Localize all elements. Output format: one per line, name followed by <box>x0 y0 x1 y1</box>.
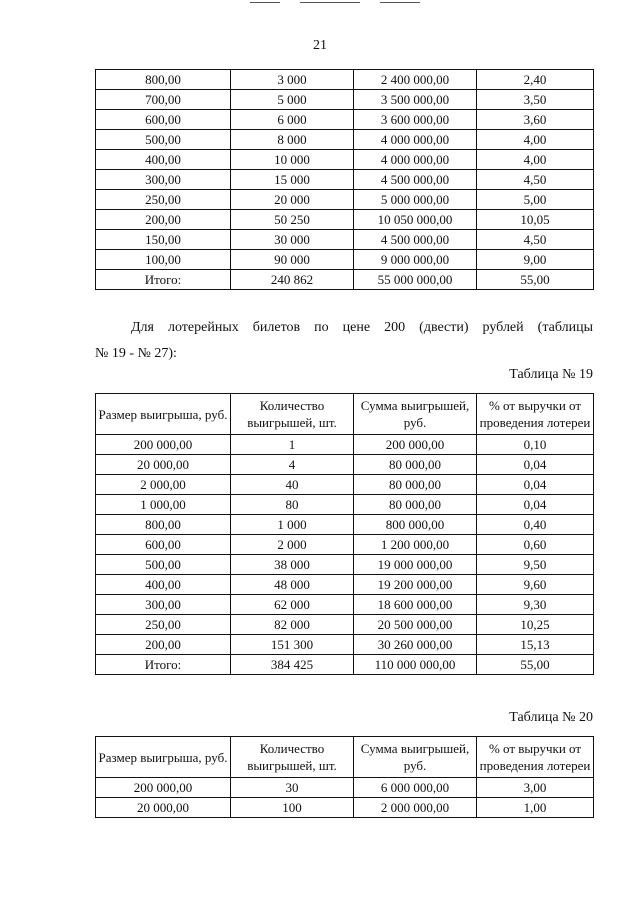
scan-edge-mark <box>0 0 640 6</box>
cell-prize-size: 200,00 <box>96 210 231 230</box>
table-19-caption: Таблица № 19 <box>509 367 593 382</box>
cell-prize-size: 500,00 <box>96 130 231 150</box>
table-row <box>96 655 594 675</box>
cell-revenue-percent: 0,04 <box>477 455 594 475</box>
cell-prize-count: 15 000 <box>231 170 354 190</box>
table-20-caption: Таблица № 20 <box>509 710 593 725</box>
table-row <box>96 70 594 90</box>
cell-prize-count: 30 000 <box>231 230 354 250</box>
cell-prize-count: 8 000 <box>231 130 354 150</box>
cell-revenue-percent: 5,00 <box>477 190 594 210</box>
cell-prize-sum: 19 000 000,00 <box>354 555 477 575</box>
cell-revenue-percent: 55,00 <box>477 270 594 290</box>
table-header-row <box>96 394 594 435</box>
cell-revenue-percent: 0,04 <box>477 495 594 515</box>
table-row <box>96 90 594 110</box>
cell-revenue-percent: 15,13 <box>477 635 594 655</box>
table-row <box>96 495 594 515</box>
page-number: 21 <box>313 38 327 53</box>
cell-prize-size: 500,00 <box>96 555 231 575</box>
cell-prize-sum: 3 600 000,00 <box>354 110 477 130</box>
cell-prize-sum: 800 000,00 <box>354 515 477 535</box>
cell-revenue-percent: 9,00 <box>477 250 594 270</box>
cell-prize-count: 1 000 <box>231 515 354 535</box>
table-row <box>96 110 594 130</box>
table-row <box>96 615 594 635</box>
cell-prize-size: 1 000,00 <box>96 495 231 515</box>
table-row <box>96 778 594 798</box>
cell-prize-count: 40 <box>231 475 354 495</box>
table-row <box>96 435 594 455</box>
table-row <box>96 455 594 475</box>
cell-prize-count: 3 000 <box>231 70 354 90</box>
table-header-row <box>96 737 594 778</box>
cell-prize-size: 200 000,00 <box>96 435 231 455</box>
cell-prize-sum: 80 000,00 <box>354 455 477 475</box>
cell-prize-count: 10 000 <box>231 150 354 170</box>
cell-revenue-percent: 0,40 <box>477 515 594 535</box>
cell-prize-count: 90 000 <box>231 250 354 270</box>
intro-paragraph <box>95 315 593 367</box>
cell-prize-size: 300,00 <box>96 595 231 615</box>
cell-prize-size: 250,00 <box>96 615 231 635</box>
cell-prize-sum: 3 500 000,00 <box>354 90 477 110</box>
cell-prize-sum: 10 050 000,00 <box>354 210 477 230</box>
cell-prize-count: 80 <box>231 495 354 515</box>
cell-revenue-percent: 4,00 <box>477 150 594 170</box>
cell-revenue-percent: 4,50 <box>477 230 594 250</box>
cell-prize-size: 300,00 <box>96 170 231 190</box>
table-row <box>96 170 594 190</box>
cell-prize-count: 5 000 <box>231 90 354 110</box>
cell-prize-size: 600,00 <box>96 110 231 130</box>
cell-revenue-percent: 3,50 <box>477 90 594 110</box>
cell-prize-sum: 6 000 000,00 <box>354 778 477 798</box>
cell-prize-sum: 110 000 000,00 <box>354 655 477 675</box>
cell-prize-count: 384 425 <box>231 655 354 675</box>
cell-prize-sum: 5 000 000,00 <box>354 190 477 210</box>
cell-prize-sum: 4 000 000,00 <box>354 130 477 150</box>
header-prize-size: Размер выигрыша, руб. <box>96 394 231 435</box>
cell-prize-size: 2 000,00 <box>96 475 231 495</box>
header-prize-count: Количество выигрышей, шт. <box>231 737 354 778</box>
cell-revenue-percent: 9,30 <box>477 595 594 615</box>
cell-prize-size: 200,00 <box>96 635 231 655</box>
cell-prize-count: 30 <box>231 778 354 798</box>
header-revenue-percent: % от выручки от проведения лотереи <box>477 394 594 435</box>
prize-table-continued <box>95 69 594 290</box>
cell-prize-sum: 30 260 000,00 <box>354 635 477 655</box>
cell-revenue-percent: 0,10 <box>477 435 594 455</box>
table-row <box>96 150 594 170</box>
cell-prize-sum: 80 000,00 <box>354 475 477 495</box>
paragraph-line-1: Для лотерейных билетов по цене 200 (двести) рублей (таблицы <box>131 320 593 335</box>
header-revenue-percent: % от выручки от проведения лотереи <box>477 737 594 778</box>
table-row <box>96 190 594 210</box>
cell-prize-sum: 1 200 000,00 <box>354 535 477 555</box>
header-prize-size: Размер выигрыша, руб. <box>96 737 231 778</box>
cell-prize-sum: 55 000 000,00 <box>354 270 477 290</box>
cell-prize-size: Итого: <box>96 270 231 290</box>
table-row <box>96 270 594 290</box>
table-row <box>96 230 594 250</box>
table-row <box>96 798 594 818</box>
paragraph-line-2: № 19 - № 27): <box>95 346 177 361</box>
cell-prize-count: 38 000 <box>231 555 354 575</box>
cell-revenue-percent: 4,50 <box>477 170 594 190</box>
cell-revenue-percent: 4,00 <box>477 130 594 150</box>
cell-prize-size: 250,00 <box>96 190 231 210</box>
cell-revenue-percent: 2,40 <box>477 70 594 90</box>
cell-revenue-percent: 0,04 <box>477 475 594 495</box>
cell-prize-count: 20 000 <box>231 190 354 210</box>
cell-prize-size: 800,00 <box>96 70 231 90</box>
cell-prize-size: 400,00 <box>96 150 231 170</box>
cell-prize-count: 100 <box>231 798 354 818</box>
table-row <box>96 575 594 595</box>
table-row <box>96 635 594 655</box>
cell-prize-count: 151 300 <box>231 635 354 655</box>
cell-prize-count: 6 000 <box>231 110 354 130</box>
cell-prize-count: 1 <box>231 435 354 455</box>
cell-prize-sum: 18 600 000,00 <box>354 595 477 615</box>
cell-revenue-percent: 3,60 <box>477 110 594 130</box>
cell-prize-count: 82 000 <box>231 615 354 635</box>
table-row <box>96 595 594 615</box>
table-row <box>96 210 594 230</box>
prize-table-19 <box>95 393 594 675</box>
cell-revenue-percent: 55,00 <box>477 655 594 675</box>
cell-revenue-percent: 3,00 <box>477 778 594 798</box>
table-row <box>96 250 594 270</box>
cell-prize-size: 700,00 <box>96 90 231 110</box>
table-row <box>96 535 594 555</box>
table-row <box>96 130 594 150</box>
cell-prize-size: Итого: <box>96 655 231 675</box>
cell-prize-sum: 80 000,00 <box>354 495 477 515</box>
cell-prize-size: 150,00 <box>96 230 231 250</box>
cell-revenue-percent: 0,60 <box>477 535 594 555</box>
header-prize-count: Количество выигрышей, шт. <box>231 394 354 435</box>
table-row <box>96 475 594 495</box>
cell-prize-count: 4 <box>231 455 354 475</box>
cell-prize-sum: 200 000,00 <box>354 435 477 455</box>
cell-prize-size: 200 000,00 <box>96 778 231 798</box>
cell-prize-sum: 9 000 000,00 <box>354 250 477 270</box>
table-row <box>96 555 594 575</box>
cell-revenue-percent: 9,60 <box>477 575 594 595</box>
prize-table-20 <box>95 736 594 818</box>
table-row <box>96 515 594 535</box>
header-prize-sum: Сумма выигрышей, руб. <box>354 394 477 435</box>
cell-prize-sum: 4 000 000,00 <box>354 150 477 170</box>
cell-prize-sum: 20 500 000,00 <box>354 615 477 635</box>
cell-prize-count: 50 250 <box>231 210 354 230</box>
cell-revenue-percent: 10,25 <box>477 615 594 635</box>
header-prize-sum: Сумма выигрышей, руб. <box>354 737 477 778</box>
cell-prize-sum: 2 000 000,00 <box>354 798 477 818</box>
cell-prize-size: 20 000,00 <box>96 455 231 475</box>
cell-prize-count: 240 862 <box>231 270 354 290</box>
cell-prize-size: 400,00 <box>96 575 231 595</box>
cell-prize-sum: 4 500 000,00 <box>354 170 477 190</box>
cell-prize-size: 600,00 <box>96 535 231 555</box>
cell-prize-sum: 4 500 000,00 <box>354 230 477 250</box>
cell-prize-size: 20 000,00 <box>96 798 231 818</box>
cell-prize-count: 48 000 <box>231 575 354 595</box>
cell-prize-count: 2 000 <box>231 535 354 555</box>
cell-prize-count: 62 000 <box>231 595 354 615</box>
cell-prize-sum: 19 200 000,00 <box>354 575 477 595</box>
cell-prize-size: 100,00 <box>96 250 231 270</box>
cell-prize-sum: 2 400 000,00 <box>354 70 477 90</box>
cell-prize-size: 800,00 <box>96 515 231 535</box>
cell-revenue-percent: 10,05 <box>477 210 594 230</box>
cell-revenue-percent: 9,50 <box>477 555 594 575</box>
cell-revenue-percent: 1,00 <box>477 798 594 818</box>
